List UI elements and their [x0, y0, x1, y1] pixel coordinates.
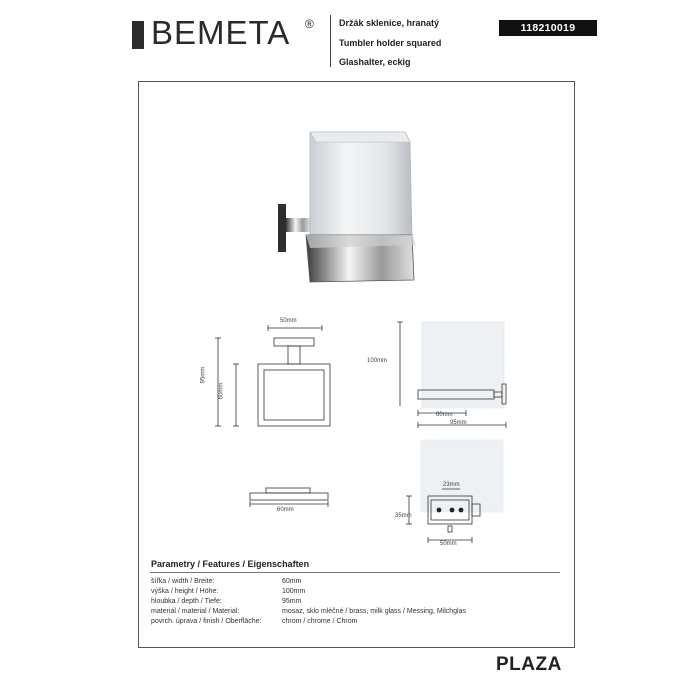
product-name-cz: Držák sklenice, hranatý [339, 18, 440, 28]
spec-value-depth: 95mm [282, 598, 302, 605]
spec-value-height: 100mm [282, 588, 306, 595]
milk-glass-tumbler [310, 132, 412, 238]
spec-value-finish: chrom / chrome / Chrom [282, 618, 358, 625]
spec-value-material: mosaz, sklo mléčné / brass, milk glass / Messing, Milchglas [282, 608, 466, 615]
rear-view-drawing [395, 438, 515, 550]
dim-bottom-width: 60mm [277, 507, 294, 513]
dim-side-height: 100mm [367, 358, 388, 364]
dim-rear-top: 23mm [443, 482, 460, 488]
spec-label-finish: povrch. úprava / finish / Oberfläche: [151, 618, 262, 625]
brand-logo-text: BEMETA [151, 14, 291, 51]
dim-side-depth-holder: 60mm [436, 412, 453, 418]
product-name-en: Tumbler holder squared [339, 38, 442, 48]
dim-rear-width: 50mm [440, 541, 457, 547]
spec-label-depth: hloubka / depth / Tiefe: [151, 598, 222, 605]
dim-front-height-total: 95mm [200, 366, 207, 384]
front-view-drawing [200, 316, 340, 432]
header-divider [330, 15, 331, 67]
side-view-drawing [390, 318, 520, 430]
dim-rear-height: 35mm [395, 513, 412, 519]
spec-label-material: materiál / material / Material: [151, 608, 240, 615]
specs-title: Parametry / Features / Eigenschaften [151, 559, 310, 569]
mount-arm [286, 218, 310, 232]
registered-mark: ® [305, 17, 314, 31]
spec-label-width: šířka / width / Breite: [151, 578, 215, 585]
spec-value-width: 60mm [282, 578, 302, 585]
brand-logo-mark [132, 21, 144, 49]
specs-divider [150, 572, 560, 573]
wall-plate [278, 204, 286, 252]
series-name: PLAZA [496, 654, 562, 675]
product-photo [270, 120, 440, 295]
dim-front-width: 50mm [280, 318, 297, 324]
spec-label-height: výška / height / Höhe: [151, 588, 219, 595]
product-code-badge: 118210019 [499, 20, 597, 36]
product-name-de: Glashalter, eckig [339, 57, 411, 67]
dim-front-height-holder: 60mm [218, 382, 225, 400]
dim-side-depth-total: 95mm [450, 420, 467, 426]
